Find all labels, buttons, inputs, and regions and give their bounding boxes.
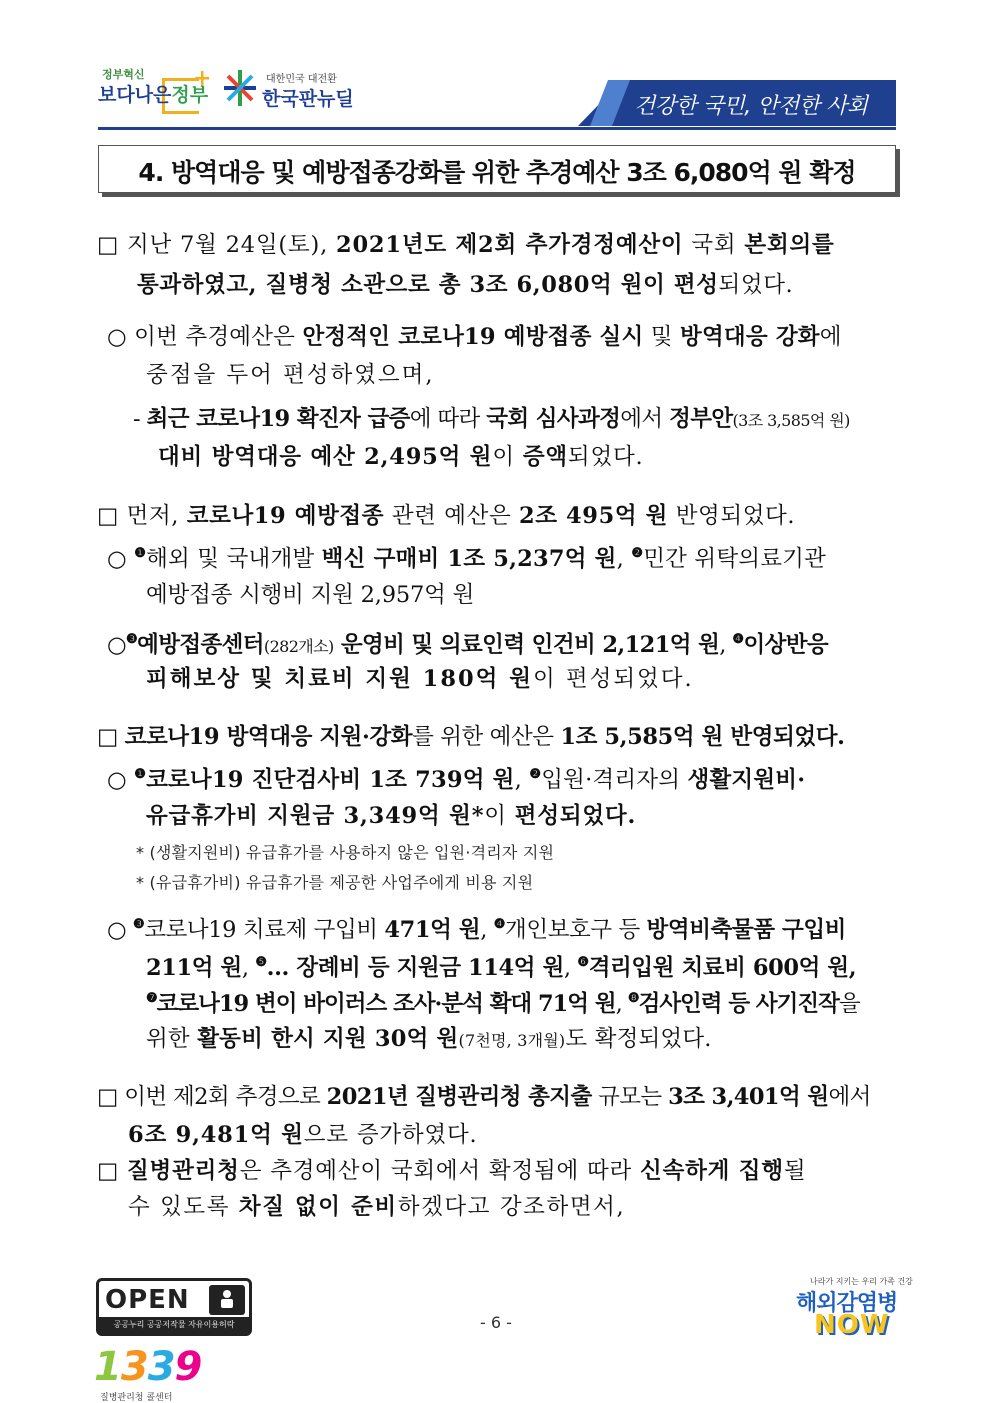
para5-line1: ○ $^❶$해외 및 국내개발 백신 구매비 1조 5,237억 원, $^❷$민간 위탁의료기관: [107, 546, 827, 572]
logo1-small-text: 정부혁신: [102, 68, 145, 81]
call-center-caption: 질병관리청 콜센터: [100, 1393, 173, 1403]
para6-line2: 피해보상 및 치료비 지원 180억 원이 편성되었다.: [146, 666, 694, 692]
call-center-number: 1339: [94, 1344, 202, 1390]
para4: □ 먼저, 코로나19 예방접종 관련 예산은 2조 495억 원 반영되었다.: [97, 503, 796, 529]
open-caption: 공공누리 공공저작물 자유이용허락: [99, 1317, 249, 1333]
para8-line1: ○ $^❶$코로나19 진단검사비 1조 739억 원, $^❷$입원·격리자의 생활지원비·: [107, 767, 806, 793]
header-divider: [98, 127, 896, 130]
now-bottom-text: NOW: [814, 1310, 890, 1340]
section-title: 4. 방역대응 및 예방접종강화를 위한 추경예산 3조 6,080억 원 확정: [138, 158, 856, 187]
government-innovation-logo: [98, 66, 210, 114]
new-deal-star-icon: [222, 68, 258, 108]
para9-line3: $^❼$코로나19 변이 바이러스 조사·분석 확대 71억 원, $^❽$검사인력 등 사기진작을: [146, 991, 860, 1017]
para3-line2: 대비 방역대응 예산 2,495억 원이 증액되었다.: [158, 444, 644, 470]
para2-line2: 중점을 두어 편성하였으며,: [146, 362, 435, 388]
slogan-text: 건강한 국민, 안전한 사회: [634, 94, 868, 119]
open-word: OPEN: [105, 1285, 190, 1315]
logo1-big-text: 보다나은정부: [98, 84, 209, 106]
footnote-1: * (생활지원비) 유급휴가를 사용하지 않은 입원·격리자 지원: [136, 843, 555, 862]
korean-new-deal-logo: [222, 68, 362, 110]
overseas-infection-now-logo: [796, 1276, 913, 1340]
para7: □ 코로나19 방역대응 지원·강화를 위한 예산은 1조 5,585억 원 반영되었다.: [97, 724, 845, 750]
para9-line2: 211억 원, $^❺$... 장례비 등 지원금 114억 원, $^❻$격리입원 치료비 600억 원,: [146, 955, 857, 981]
attribution-icon: [209, 1285, 245, 1315]
logo2-big-text: 한국판뉴딜: [262, 88, 354, 110]
para3-line1: - 최근 코로나19 확진자 급증에 따라 국회 심사과정에서 정부안(3조 3,585억 원): [133, 406, 850, 432]
para10-line2: 6조 9,481억 원으로 증가하였다.: [128, 1122, 478, 1148]
para6-line1: ○$^❸$예방접종센터(282개소) 운영비 및 의료인력 인건비 2,121억 원, $^❹$이상반응: [107, 632, 829, 658]
slogan-banner: [578, 80, 896, 126]
para10-line1: □ 이번 제2회 추경으로 2021년 질병관리청 총지출 규모는 3조 3,401억 원에서: [97, 1084, 871, 1110]
para11-line1: □ 질병관리청은 추경예산이 국회에서 확정됨에 따라 신속하게 집행될: [97, 1158, 807, 1184]
para9-line1: ○ $^❸$코로나19 치료제 구입비 471억 원, $^❹$개인보호구 등 방역비축물품 구입비: [107, 917, 846, 943]
section-title-box: [98, 145, 896, 193]
plus-icon: +: [193, 66, 212, 91]
now-top-text: 나라가 지키는 우리 가족 건강: [810, 1277, 913, 1286]
para5-line2: 예방접종 시행비 지원 2,957억 원: [146, 582, 475, 608]
para11-line2: 수 있도록 차질 없이 준비하겠다고 강조하면서,: [128, 1194, 626, 1220]
logo2-small-text: 대한민국 대전환: [266, 74, 337, 85]
now-mid-text: 해외감염병: [796, 1291, 898, 1316]
para1-line2: 통과하였고, 질병청 소관으로 총 3조 6,080억 원이 편성되었다.: [137, 272, 794, 298]
para8-line2: 유급휴가비 지원금 3,349억 원*이 편성되었다.: [146, 803, 637, 829]
page-number: - 6 -: [480, 1313, 512, 1332]
para2-line1: ○ 이번 추경예산은 안정적인 코로나19 예방접종 실시 및 방역대응 강화에: [107, 324, 842, 350]
para9-line4: 위한 활동비 한시 지원 30억 원(7천명, 3개월)도 확정되었다.: [146, 1026, 712, 1052]
call-center-1339-logo: [94, 1344, 204, 1403]
footnote-2: * (유급휴가비) 유급휴가를 제공한 사업주에게 비용 지원: [136, 873, 534, 892]
para1-line1: □ 지난 7월 24일(토), 2021년도 제2회 추가경정예산이 국회 본회의를: [97, 232, 835, 258]
